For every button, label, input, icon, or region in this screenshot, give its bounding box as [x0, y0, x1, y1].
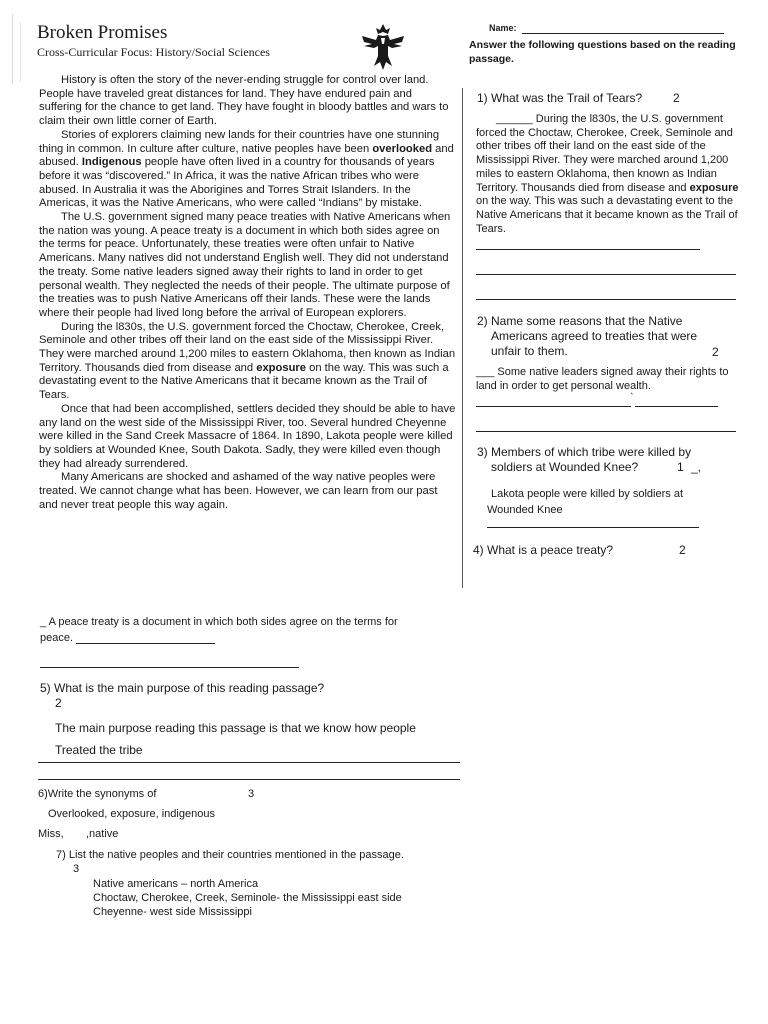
answer-4[interactable]	[40, 615, 460, 646]
answer-line[interactable]	[476, 249, 700, 250]
answer-text: on the way. This was such a devastating event to the Native Americans that it became known as the Trail of Tears.	[476, 195, 738, 235]
question-1	[477, 91, 642, 106]
answer-text: Cheyenne- west side Mississippi	[93, 906, 252, 918]
question-label: 1) What was the Trail of Tears?	[477, 91, 643, 105]
answer-text: _ A peace treaty is a document in which both sides agree on the terms for	[40, 616, 398, 628]
passage-paragraph	[39, 321, 457, 403]
question-points: 1	[677, 460, 684, 474]
answer-2[interactable]	[476, 366, 748, 393]
question-points: 2	[673, 91, 680, 105]
answer-line[interactable]	[487, 527, 699, 528]
passage-text: and abused.	[39, 142, 454, 169]
passage-text: During the l830s, the U.S. government forced the Choctaw, Cherokee, Creek, Seminole and other tribes off their land on the east side of the Mississippi River. They were marched around 1,200 miles to eastern Oklahoma, then known as Indian Territory. Thousands died from disease and	[39, 320, 456, 374]
question-points: 2	[55, 696, 62, 710]
answer-text: Lakota people were killed by soldiers at	[491, 488, 684, 500]
passage-text: History is often the story of the never-ending struggle for control over land. People have traveled great distances for land. They have endured pain and suffering for the chance to get land. They have fought in bloody battles and wars to claim their own little corner of Earth.	[39, 74, 449, 128]
vocab-word: exposure	[689, 181, 739, 194]
answer-5[interactable]	[55, 718, 416, 761]
question-6: 6)Write the synonyms of	[38, 788, 157, 800]
answer-line[interactable]	[40, 667, 299, 668]
answer-7[interactable]	[93, 877, 402, 919]
answer-1[interactable]	[476, 113, 748, 236]
answer-text: Some native leaders signed away their rights to land in order to get personal wealth.	[476, 366, 729, 392]
question-points: 2	[712, 345, 719, 359]
answer-line[interactable]	[476, 431, 736, 432]
question-points: 3	[248, 788, 255, 800]
passage-paragraph: The U.S. government signed many peace treaties with Native Americans when the nation was young. A peace treaty is a document in which both sides agree on the terms for peace. Unfortunately, these treaties were often unfair to Native Americans. Many natives did not understand English well. They did not understand the treaty. Some native leaders signed away their rights to land in order to get personal wealth. They neglected the needs of their people. The ultimate purpose of the treaties was to push Native Americans off their lands. These were the lands where their people had lived long before the arrival of European explorers.	[39, 211, 451, 319]
question-2	[477, 314, 747, 359]
answer-3[interactable]	[487, 487, 741, 518]
answer-line[interactable]	[635, 406, 718, 407]
answer-text: peace.	[40, 631, 74, 644]
question-label: 2) Name some reasons that the Native	[477, 314, 683, 328]
answer-6[interactable]: Miss,	[38, 828, 64, 840]
answer-line[interactable]	[476, 274, 736, 275]
answer-line[interactable]	[38, 762, 460, 763]
thunderbird-icon	[358, 22, 408, 72]
answer-line[interactable]	[476, 299, 736, 300]
vocab-words: Overlooked, exposure, indigenous	[48, 808, 215, 820]
question-label: Americans agreed to treaties that were	[491, 329, 698, 343]
answer-line[interactable]	[76, 643, 215, 644]
page-edge-mark	[20, 22, 31, 82]
answer-blank: ___	[476, 366, 495, 378]
answer-text: Choctaw, Cherokee, Creek, Seminole- the Mississippi east side	[93, 892, 402, 904]
vocab-word: exposure	[256, 361, 306, 374]
question-7: 7) List the native peoples and their countries mentioned in the passage.	[56, 849, 404, 861]
answer-text: During the l830s, the U.S. government forced the Choctaw, Cherokee, Creek, Seminole and other tribes off their land on the east side of the Mississippi River. They were marched around 1,200 miles to eastern Oklahoma, then known as Indian Territory. Thousands died from disease and	[476, 113, 733, 194]
passage-paragraph	[39, 129, 457, 211]
page-title: Broken Promises	[37, 22, 168, 43]
answer-line[interactable]	[476, 406, 631, 407]
vocab-word: Indigenous	[81, 156, 142, 169]
answer-line[interactable]	[38, 779, 460, 780]
passage-paragraph	[39, 74, 457, 129]
question-label: unfair to them.	[491, 344, 568, 358]
answer-text: The main purpose reading this passage is that we know how people	[55, 721, 416, 735]
answer-text: Native americans – north America	[93, 878, 259, 890]
question-label: 3) Members of which tribe were killed by	[477, 445, 692, 459]
passage-text: people have often lived in a country for thousands of years before it was “discovered.” In Africa, it was the native African tribes who were abused. In Australia it was the Aborigines and Torres Strait Islanders. In the Americas, it was the Native Americans, who were called “Indians” by mistake.	[39, 156, 435, 210]
answer-text: Wounded Knee	[487, 503, 563, 516]
passage-paragraph: Once that had been accomplished, settlers decided they should be able to have any land on the west side of the Mississippi River, too. Several hundred Cheyenne were killed in the Sand Creek Massacre of 1864. In 1890, Lakota people were killed by soldiers at Wounded Knee, South Dakota. Sadly, they were killed even though they had already surrendered.	[39, 402, 456, 470]
name-field[interactable]	[522, 33, 724, 34]
question-3	[477, 445, 747, 475]
stray-mark: `	[630, 392, 634, 404]
question-label: soldiers at Wounded Knee?	[491, 460, 639, 474]
column-divider	[462, 88, 463, 588]
answer-blank: ______	[496, 113, 533, 125]
passage-text: on the way. This was such a devastating event to the Native Americans that it became known as the Trail of Tears.	[39, 361, 449, 402]
vocab-word: overlooked	[372, 142, 433, 155]
stray-mark: _,	[691, 460, 702, 474]
instructions: Answer the following questions based on the reading passage.	[469, 39, 736, 65]
passage-text: Stories of explorers claiming new lands for their countries have one stunning thing in common. In culture after culture, native peoples have been	[39, 128, 440, 155]
page-subtitle: Cross-Curricular Focus: History/Social Sciences	[37, 45, 270, 59]
question-points: 3	[73, 863, 80, 875]
question-points: 2	[679, 543, 686, 557]
passage-paragraph: Many Americans are shocked and ashamed of the way native peoples were treated. We cannot change what has been. However, we can learn from our past and never treat people this way again.	[39, 471, 438, 511]
name-label: Name:	[489, 23, 517, 33]
question-4: 4) What is a peace treaty?	[473, 543, 614, 557]
answer-text: Treated the tribe	[55, 742, 143, 757]
reading-passage	[39, 74, 457, 513]
answer-6[interactable]: ,native	[86, 828, 119, 840]
question-5: 5) What is the main purpose of this reading passage?	[40, 681, 325, 695]
